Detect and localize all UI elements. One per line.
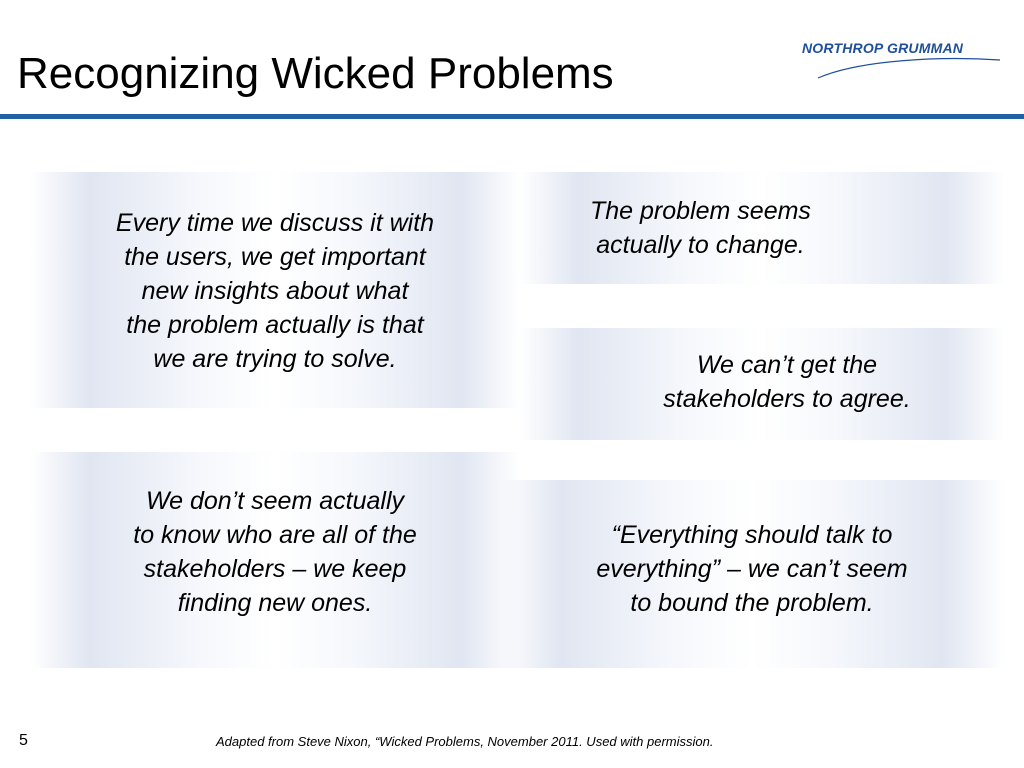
card-line: actually to change. <box>596 231 805 259</box>
card-text <box>663 348 910 416</box>
card-line: “Everything should talk to <box>611 521 893 549</box>
card-line: to bound the problem. <box>630 589 874 617</box>
card-stakeholders-disagree <box>520 328 1004 440</box>
card-text <box>590 194 811 262</box>
card-line: The problem seems <box>590 197 811 225</box>
card-line: We can’t get the <box>696 351 878 379</box>
card-unbounded-problem <box>500 480 1004 668</box>
card-line: stakeholders to agree. <box>663 385 911 413</box>
card-line: finding new ones. <box>177 589 373 617</box>
card-line: to know who are all of the <box>133 521 417 549</box>
card-line: the users, we get important <box>124 243 426 271</box>
logo-text: NORTHROP GRUMMAN <box>802 40 964 56</box>
card-line: Every time we discuss it with <box>115 209 435 237</box>
card-text <box>133 484 417 620</box>
card-line: new insights about what <box>141 277 409 305</box>
northrop-grumman-logo <box>800 38 1010 82</box>
card-unknown-stakeholders <box>30 452 520 668</box>
slide-title: Recognizing Wicked Problems <box>17 49 614 98</box>
title-underline <box>0 114 1024 119</box>
source-citation: Adapted from Steve Nixon, “Wicked Problems, November 2011. Used with permission. <box>216 734 714 749</box>
card-line: stakeholders – we keep <box>143 555 407 583</box>
card-text <box>116 206 434 376</box>
card-line: we are trying to solve. <box>153 345 397 373</box>
card-problem-changes <box>520 172 1004 284</box>
card-user-insights <box>30 172 520 408</box>
card-line: We don’t seem actually <box>146 487 404 515</box>
card-line: the problem actually is that <box>126 311 424 339</box>
logo-swoosh-icon <box>800 52 1005 82</box>
card-line: everything” – we can’t seem <box>596 555 908 583</box>
page-number: 5 <box>19 732 28 749</box>
card-text <box>596 518 907 620</box>
slide-footer <box>0 732 1024 752</box>
